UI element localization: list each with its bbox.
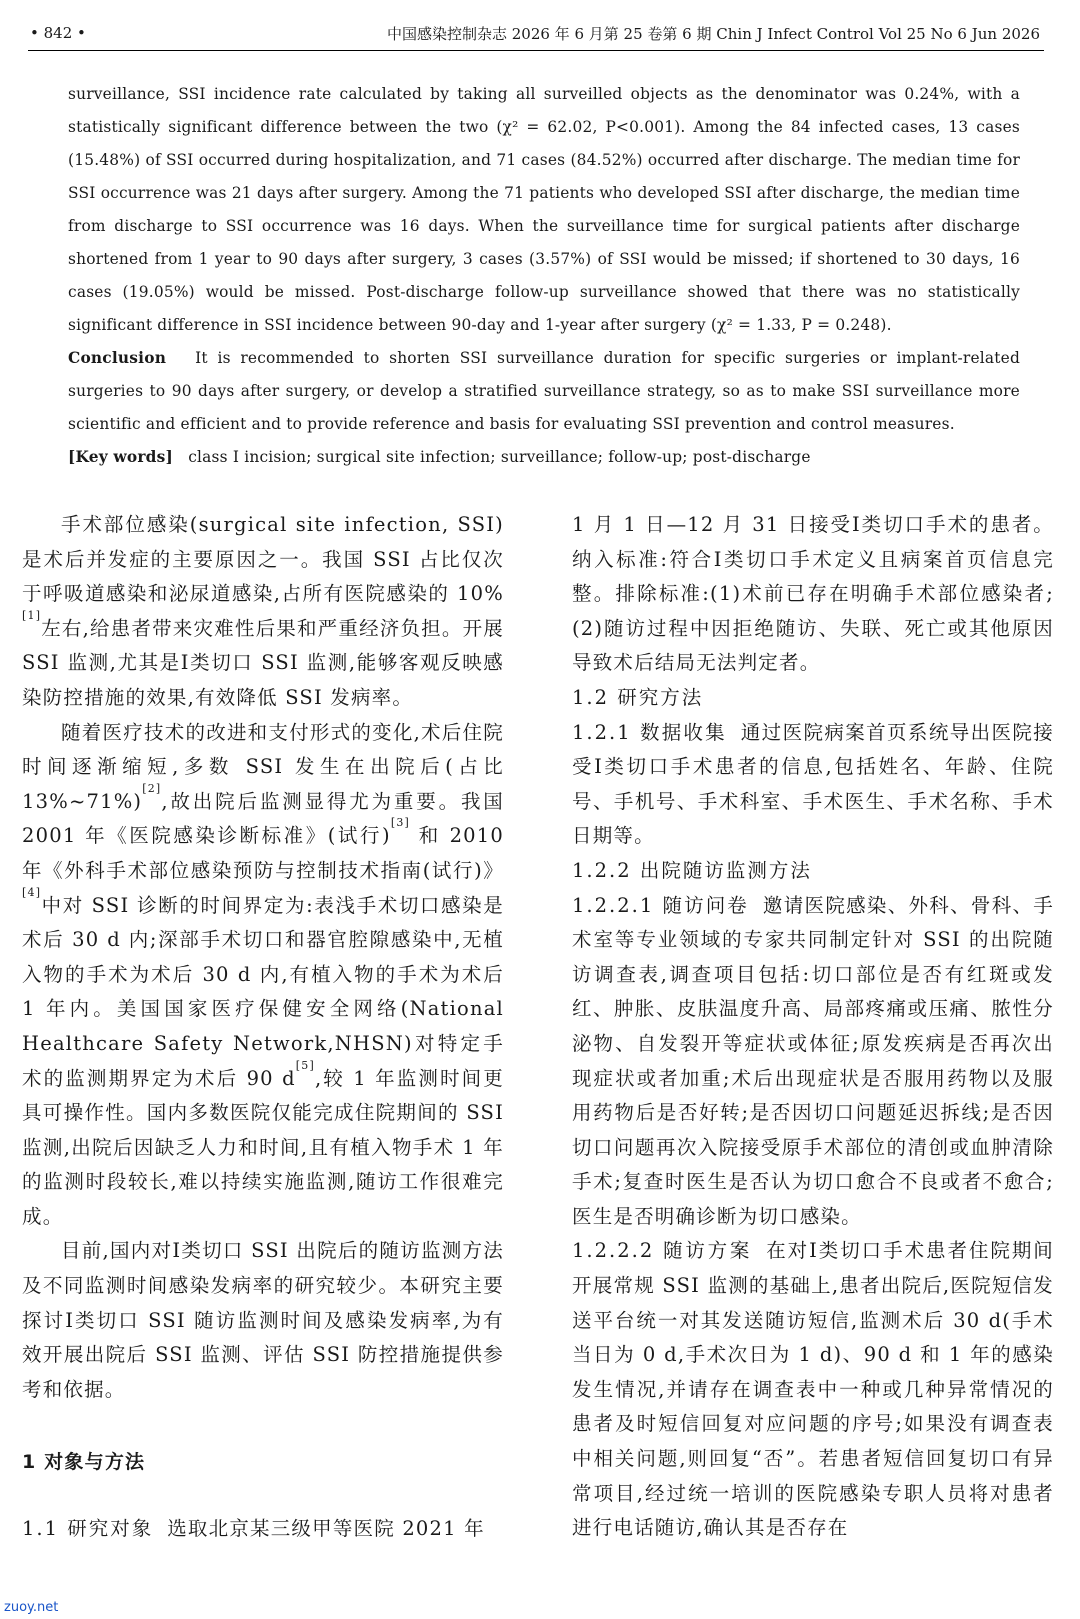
subsection-1-2-2-1: [572, 889, 1054, 1235]
subsection-1-1-text: 选取北京某三级甲等医院 2021 年: [167, 1517, 485, 1541]
subsection-1-2-1: [572, 716, 1054, 854]
subsection-1-2-2: 1.2.2 出院随访监测方法: [572, 858, 812, 882]
abstract-results: surveillance, SSI incidence rate calculated by taking all surveilled objects as the denominator was 0.24%, with a statistically significant difference between the two (χ² = 62.02, P<0.001). Among the 84 infected cases, 13 cases (15.48%) of SSI occurred during hospitalization, and 71 cases (84.52%) occurred after discharge. The median time for SSI occurrence was 21 days after surgery. Among the 71 patients who developed SSI after discharge, the median time from discharge to SSI occurrence was 16 days. When the surveillance time for surgical patients after discharge shortened from 1 year to 90 days after surgery, 3 cases (3.57%) of SSI would be missed; if shortened to 30 days, 16 cases (19.05%) would be missed. Post-discharge follow-up surveillance showed that there was no statistically significant difference in SSI incidence between 90-day and 1-year after surgery (χ² = 1.33, P = 0.248).: [68, 85, 1020, 334]
subsection-1-2-2-1-text: 邀请医院感染、外科、骨科、手术室等专业领域的专家共同制定针对 SSI 的出院随访调查表,调查项目包括:切口部位是否有红斑或发红、肿胀、皮肤温度升高、局部疼痛或压痛、脓性分泌物、自发裂开等症状或体征;原发疾病是否再次出现症状或者加重;术后出现症状是否服用药物以及服用药物后是否好转;是否因切口问题延迟拆线;是否因切口问题再次入院接受原手术部位的清创或血肿清除手术;复查时医生是否认为切口愈合不良或者不愈合;医生是否明确诊断为切口感染。: [572, 893, 1054, 1228]
subsection-1-2-2-1-heading: 1.2.2.1 随访问卷: [572, 893, 749, 917]
subsection-1-1: [22, 1512, 504, 1547]
conclusion-label: Conclusion: [68, 349, 167, 367]
subsection-1-2-2-2-text: 在对Ⅰ类切口手术患者住院期间开展常规 SSI 监测的基础上,患者出院后,医院短信发送平台统一对其发送随访短信,监测术后 30 d(手术当日为 0 d,手术次日为 1 d)、90 d 和 1 年的感染发生情况,并请存在调查表中一种或几种异常情况的患者及时短信回复对应问题的序号;如果没有调查表中相关问题,则回复“否”。若患者短信回复切口有异常项目,经过统一培训的医院感染专职人员将对患者进行电话随访,确认其是否存在: [572, 1239, 1054, 1540]
citation-ref[interactable]: [1]: [22, 608, 42, 622]
intro-p2-text-a: 随着医疗技术的改进和支付形式的变化,术后住院时间逐渐缩短,多数 SSI 发生在出院后(占比 13%~71%): [22, 720, 504, 813]
subsection-1-2-1-text: 通过医院病案首页系统导出医院接受Ⅰ类切口手术患者的信息,包括姓名、年龄、住院号、手机号、手术科室、手术医生、手术名称、手术日期等。: [572, 720, 1054, 848]
left-column: [22, 508, 504, 1547]
subjects-continued: 1 月 1 日—12 月 31 日接受Ⅰ类切口手术的患者。纳入标准:符合Ⅰ类切口手术定义且病案首页信息完整。排除标准:(1)术前已存在明确手术部位感染者;(2)随访过程中因拒绝随访、失联、死亡或其他原因导致术后结局无法判定者。: [572, 513, 1054, 675]
citation-ref[interactable]: [3]: [390, 816, 411, 830]
subsection-1-2-2-2-heading: 1.2.2.2 随访方案: [572, 1239, 753, 1263]
header-rule: [28, 50, 1044, 51]
english-abstract: [68, 78, 1020, 474]
subsection-1-2-1-heading: 1.2.1 数据收集: [572, 720, 727, 744]
keywords-text: class I incision; surgical site infection; surveillance; follow-up; post-discharge: [188, 448, 811, 466]
abstract-conclusion: [68, 342, 1020, 441]
intro-p2-text-c: 和 2010 年《外科手术部位感染预防与控制技术指南(试行)》: [22, 824, 504, 882]
page-number: • 842 •: [30, 24, 86, 42]
keywords-label: [Key words]: [68, 448, 173, 466]
abstract-keywords: [68, 441, 1020, 474]
citation-ref[interactable]: [2]: [142, 781, 162, 795]
citation-ref[interactable]: [4]: [22, 885, 42, 899]
citation-ref[interactable]: [5]: [295, 1058, 315, 1072]
subsection-1-1-heading: 1.1 研究对象: [22, 1517, 154, 1541]
intro-paragraph-2: [22, 716, 504, 1235]
page-header: [30, 18, 1040, 48]
intro-p2-text-d: 中对 SSI 诊断的时间界定为:表浅手术切口感染是术后 30 d 内;深部手术切口和器官腔隙感染中,无植入物的手术为术后 30 d 内,有植入物的手术为术后 1 年内。美国国家医疗保健安全网络(National Healthcare Safety Network,NHSN)对特定手术的监测期界定为术后 90 d: [22, 893, 504, 1090]
watermark: zuoy.net: [4, 1600, 59, 1615]
subsection-1-2-2-2: [572, 1234, 1054, 1545]
intro-paragraph-1: [22, 508, 504, 716]
intro-p2-text-e: ,较 1 年监测时间更具可操作性。国内多数医院仅能完成住院期间的 SSI 监测,出院后因缺乏人力和时间,且有植入物手术 1 年的监测时段较长,难以持续实施监测,随访工作很难完成。: [22, 1066, 505, 1228]
intro-p1-text-b: 左右,给患者带来灾难性后果和严重经济负担。开展 SSI 监测,尤其是Ⅰ类切口 SSI 监测,能够客观反映感染防控措施的效果,有效降低 SSI 发病率。: [22, 616, 504, 709]
intro-paragraph-3: 目前,国内对Ⅰ类切口 SSI 出院后的随访监测方法及不同监测时间感染发病率的研究较少。本研究主要探讨Ⅰ类切口 SSI 随访监测时间及感染发病率,为有效开展出院后 SSI 监测、评估 SSI 防控措施提供参考和依据。: [22, 1239, 504, 1401]
right-column: [572, 508, 1054, 1546]
journal-citation: 中国感染控制杂志 2026 年 6 月第 25 卷第 6 期 Chin J Infect Control Vol 25 No 6 Jun 2026: [387, 24, 1040, 43]
intro-p2-text-b: ,故出院后监测显得尤为重要。我国 2001 年《医院感染诊断标准》(试行): [22, 789, 504, 848]
intro-p1-text-a: 手术部位感染(surgical site infection, SSI)是术后并发症的主要原因之一。我国 SSI 占比仅次于呼吸道感染和泌尿道感染,占所有医院感染的 10%: [22, 513, 504, 606]
subsection-1-2: 1.2 研究方法: [572, 685, 704, 709]
section-title: 1 对象与方法: [22, 1451, 146, 1474]
conclusion-text: It is recommended to shorten SSI surveillance duration for specific surgeries or implant-related surgeries to 90 days after surgery, or develop a stratified surveillance strategy, so as to make SSI surveillance more scientific and efficient and to provide reference and basis for evaluating SSI prevention and control measures.: [68, 349, 1020, 433]
